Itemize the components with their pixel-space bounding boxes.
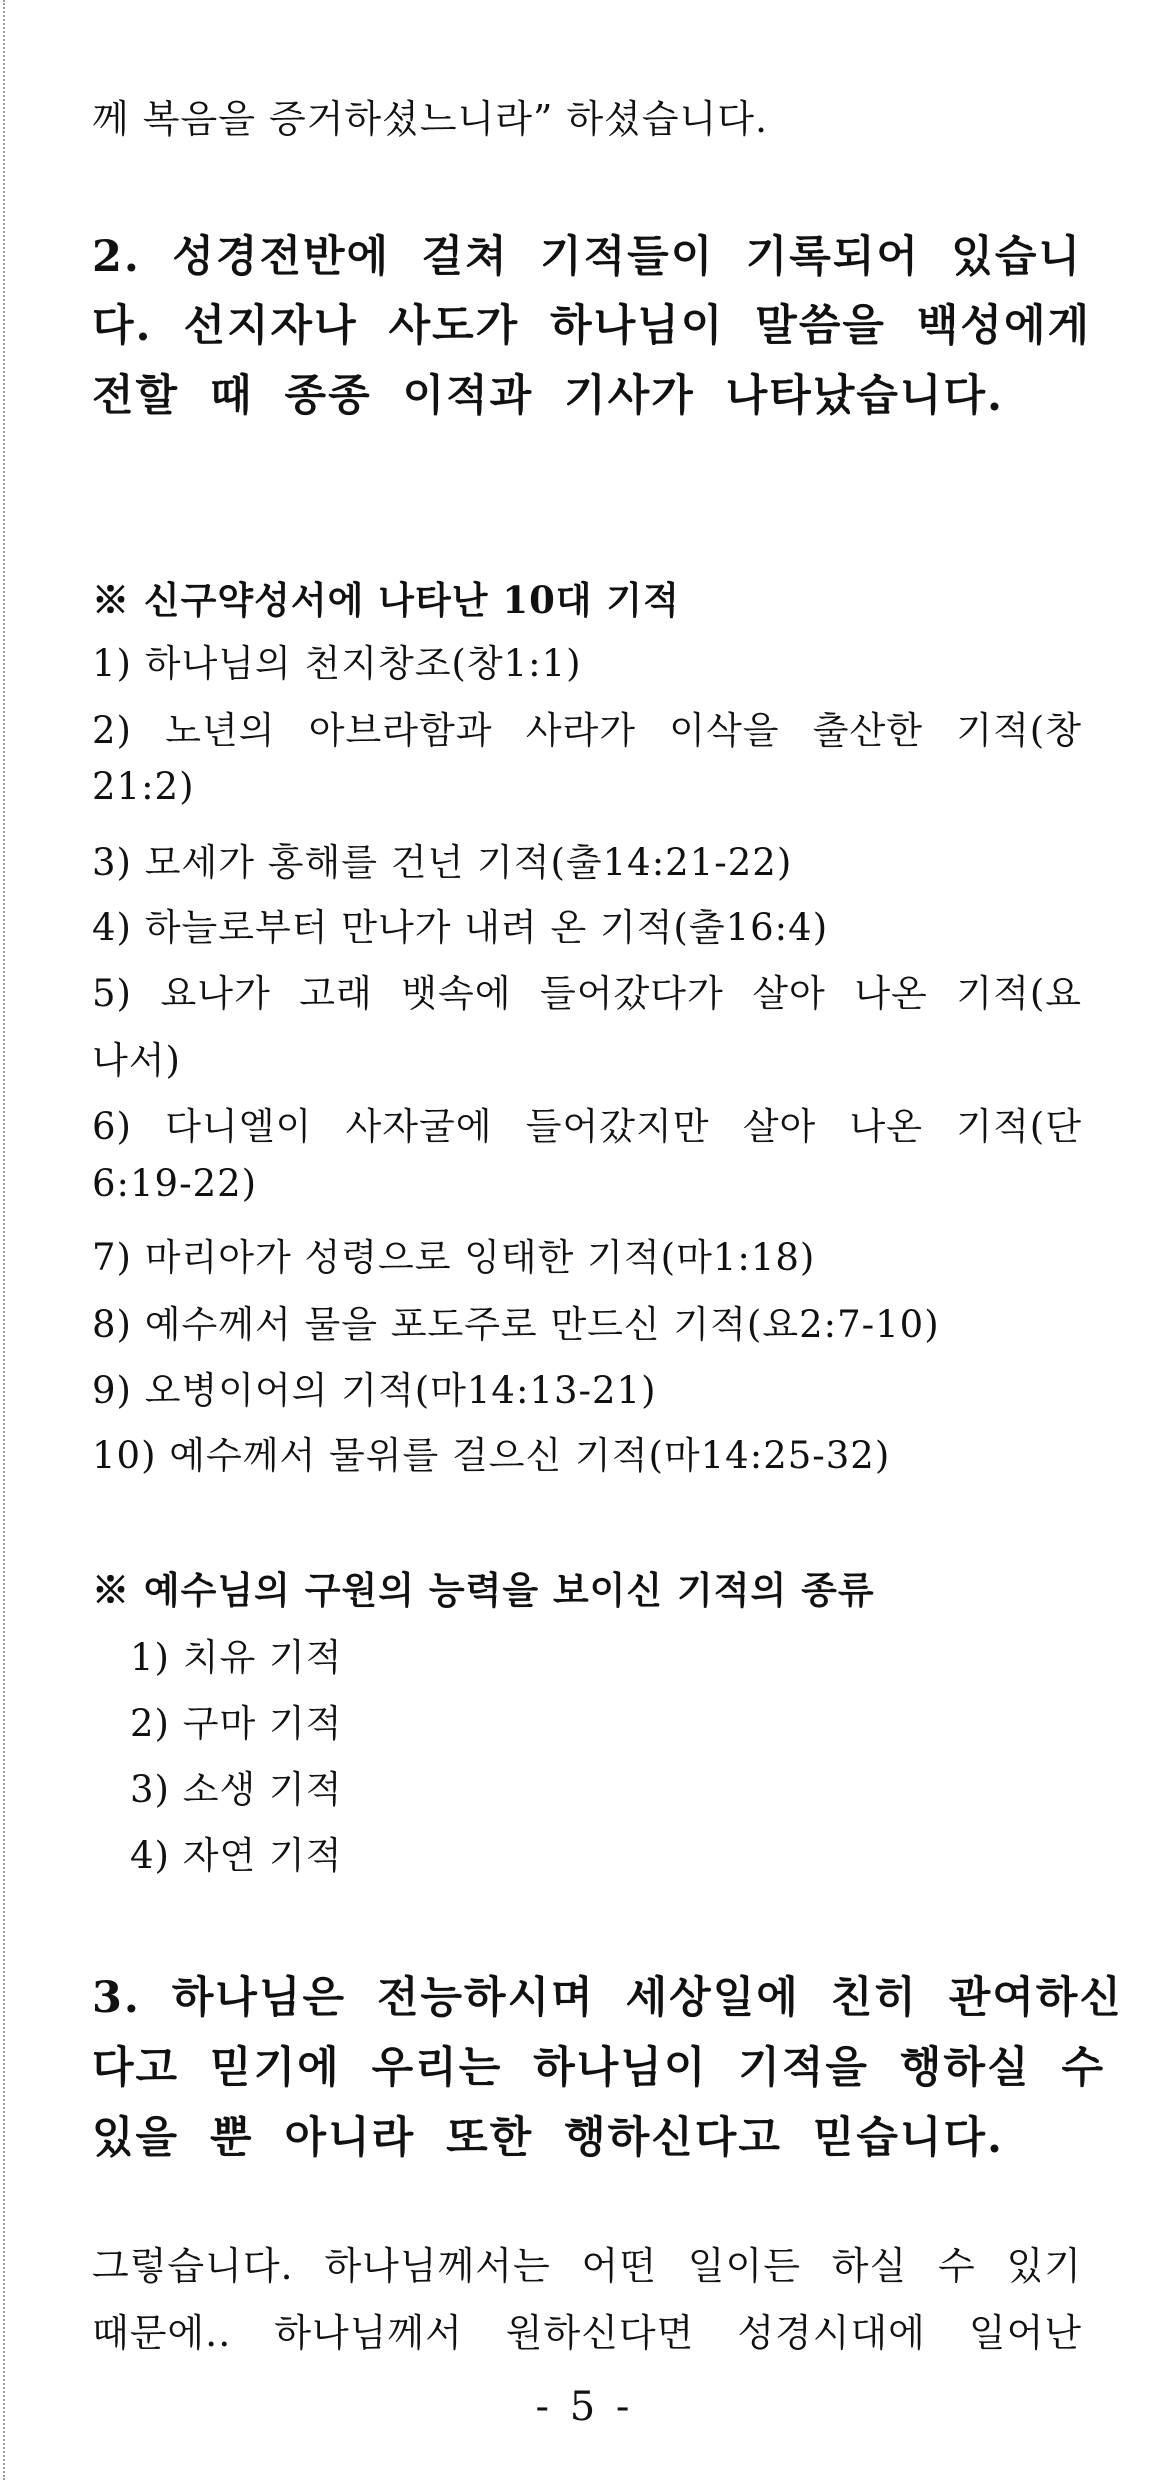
miracle-list-item: 10) 예수께서 물위를 걸으신 기적(마14:25-32) — [92, 1434, 891, 1477]
closing-line-2: 때문에.. 하나님께서 원하신다면 성경시대에 일어난 — [92, 2311, 1082, 2355]
section-3-heading-line-2: 다고 믿기에 우리는 하나님이 기적을 행하실 수 — [92, 2043, 1106, 2093]
section-2-heading-line-2: 다. 선지자나 사도가 하나님이 말씀을 백성에게 — [92, 301, 1092, 351]
miracle-type-item: 1) 치유 기적 — [130, 1636, 343, 1679]
section-3-heading-line-1: 3. 하나님은 전능하시며 세상일에 친히 관여하신 — [92, 1973, 1123, 2023]
page-number: - 5 - — [535, 2384, 634, 2430]
miracle-types-title: ※ 예수님의 구원의 능력을 보이신 기적의 종류 — [92, 1568, 875, 1612]
miracle-list-item: 4) 하늘로부터 만나가 내려 온 기적(출16:4) — [92, 906, 829, 949]
miracle-type-item: 3) 소생 기적 — [130, 1768, 343, 1811]
miracle-list-item: 3) 모세가 홍해를 건넌 기적(출14:21-22) — [92, 841, 793, 884]
left-margin-dotted-rule — [3, 0, 5, 2480]
ten-miracles-title: ※ 신구약성서에 나타난 10대 기적 — [92, 578, 680, 622]
section-2-heading-line-1: 2. 성경전반에 걸쳐 기적들이 기록되어 있습니 — [92, 232, 1082, 282]
miracle-list-item: 9) 오병이어의 기적(마14:13-21) — [92, 1369, 657, 1412]
section-2-heading-line-3: 전할 때 종종 이적과 기사가 나타났습니다. — [92, 371, 1004, 421]
miracle-type-item: 4) 자연 기적 — [130, 1834, 343, 1877]
miracle-list-item: 7) 마리아가 성령으로 잉태한 기적(마1:18) — [92, 1236, 816, 1279]
miracle-list-item-continuation: 6:19-22) — [92, 1162, 258, 1205]
miracle-list-item: 1) 하나님의 천지창조(창1:1) — [92, 642, 582, 685]
section-3-heading-line-3: 있을 뿐 아니라 또한 행하신다고 믿습니다. — [92, 2113, 1004, 2163]
closing-line-1: 그렇습니다. 하나님께서는 어떤 일이든 하실 수 있기 — [92, 2244, 1082, 2288]
miracle-list-item: 5) 요나가 고래 뱃속에 들어갔다가 살아 나온 기적(요 — [92, 972, 1082, 1015]
intro-line: 께 복음을 증거하셨느니라” 하셨습니다. — [92, 97, 769, 141]
miracle-list-item: 6) 다니엘이 사자굴에 들어갔지만 살아 나온 기적(단 — [92, 1105, 1082, 1148]
miracle-type-item: 2) 구마 기적 — [130, 1702, 343, 1745]
miracle-list-item-continuation: 21:2) — [92, 765, 195, 808]
miracle-list-item-continuation: 나서) — [92, 1039, 181, 1082]
miracle-list-item: 2) 노년의 아브라함과 사라가 이삭을 출산한 기적(창 — [92, 709, 1082, 752]
miracle-list-item: 8) 예수께서 물을 포도주로 만드신 기적(요2:7-10) — [92, 1303, 940, 1346]
